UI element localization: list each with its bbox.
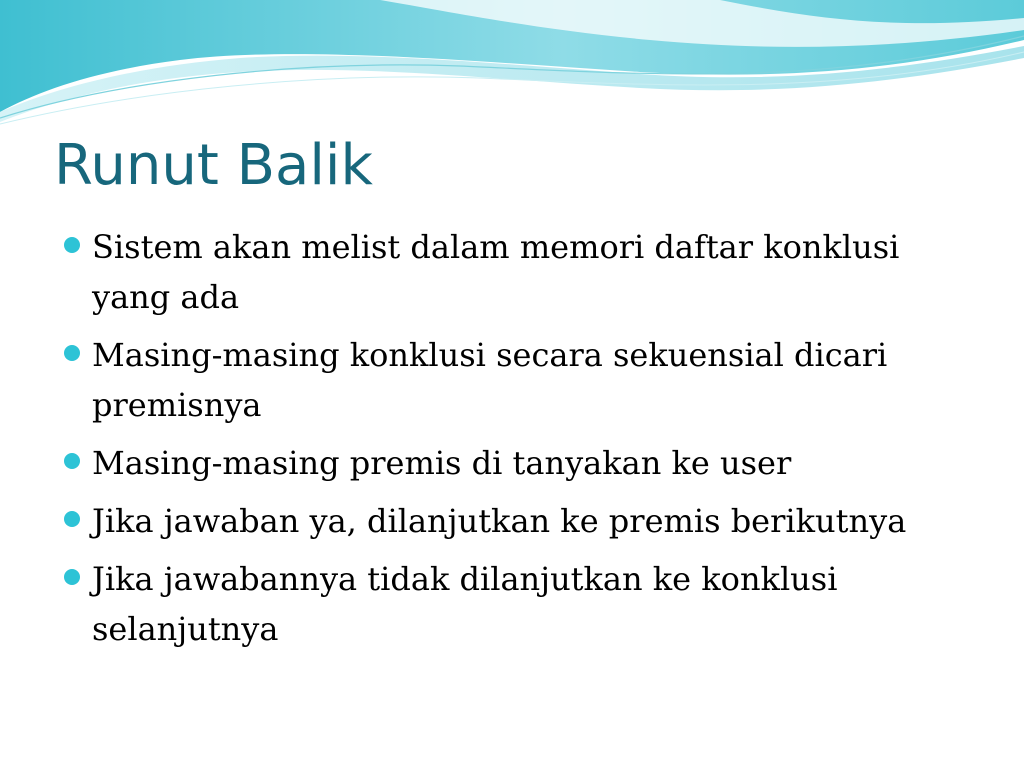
bullet-text: Jika jawabannya tidak dilanjutkan ke konklusi selanjutnya <box>92 560 838 648</box>
bullet-dot-icon <box>64 237 80 253</box>
bullet-item <box>62 222 962 322</box>
bullet-text: Masing-masing premis di tanyakan ke user <box>92 444 792 482</box>
bullet-text: Masing-masing konklusi secara sekuensial dicari premisnya <box>92 336 888 424</box>
bullet-dot-icon <box>64 511 80 527</box>
bullet-item <box>62 496 962 546</box>
bullet-item <box>62 554 962 654</box>
bullet-dot-icon <box>64 569 80 585</box>
bullet-list <box>62 222 962 662</box>
bullet-text: Sistem akan melist dalam memori daftar konklusi yang ada <box>92 228 900 316</box>
slide-title: Runut Balik <box>54 133 373 198</box>
bullet-dot-icon <box>64 345 80 361</box>
bullet-item <box>62 438 962 488</box>
wave-header-decoration <box>0 0 1024 130</box>
bullet-item <box>62 330 962 430</box>
bullet-dot-icon <box>64 453 80 469</box>
bullet-text: Jika jawaban ya, dilanjutkan ke premis berikutnya <box>92 502 907 540</box>
